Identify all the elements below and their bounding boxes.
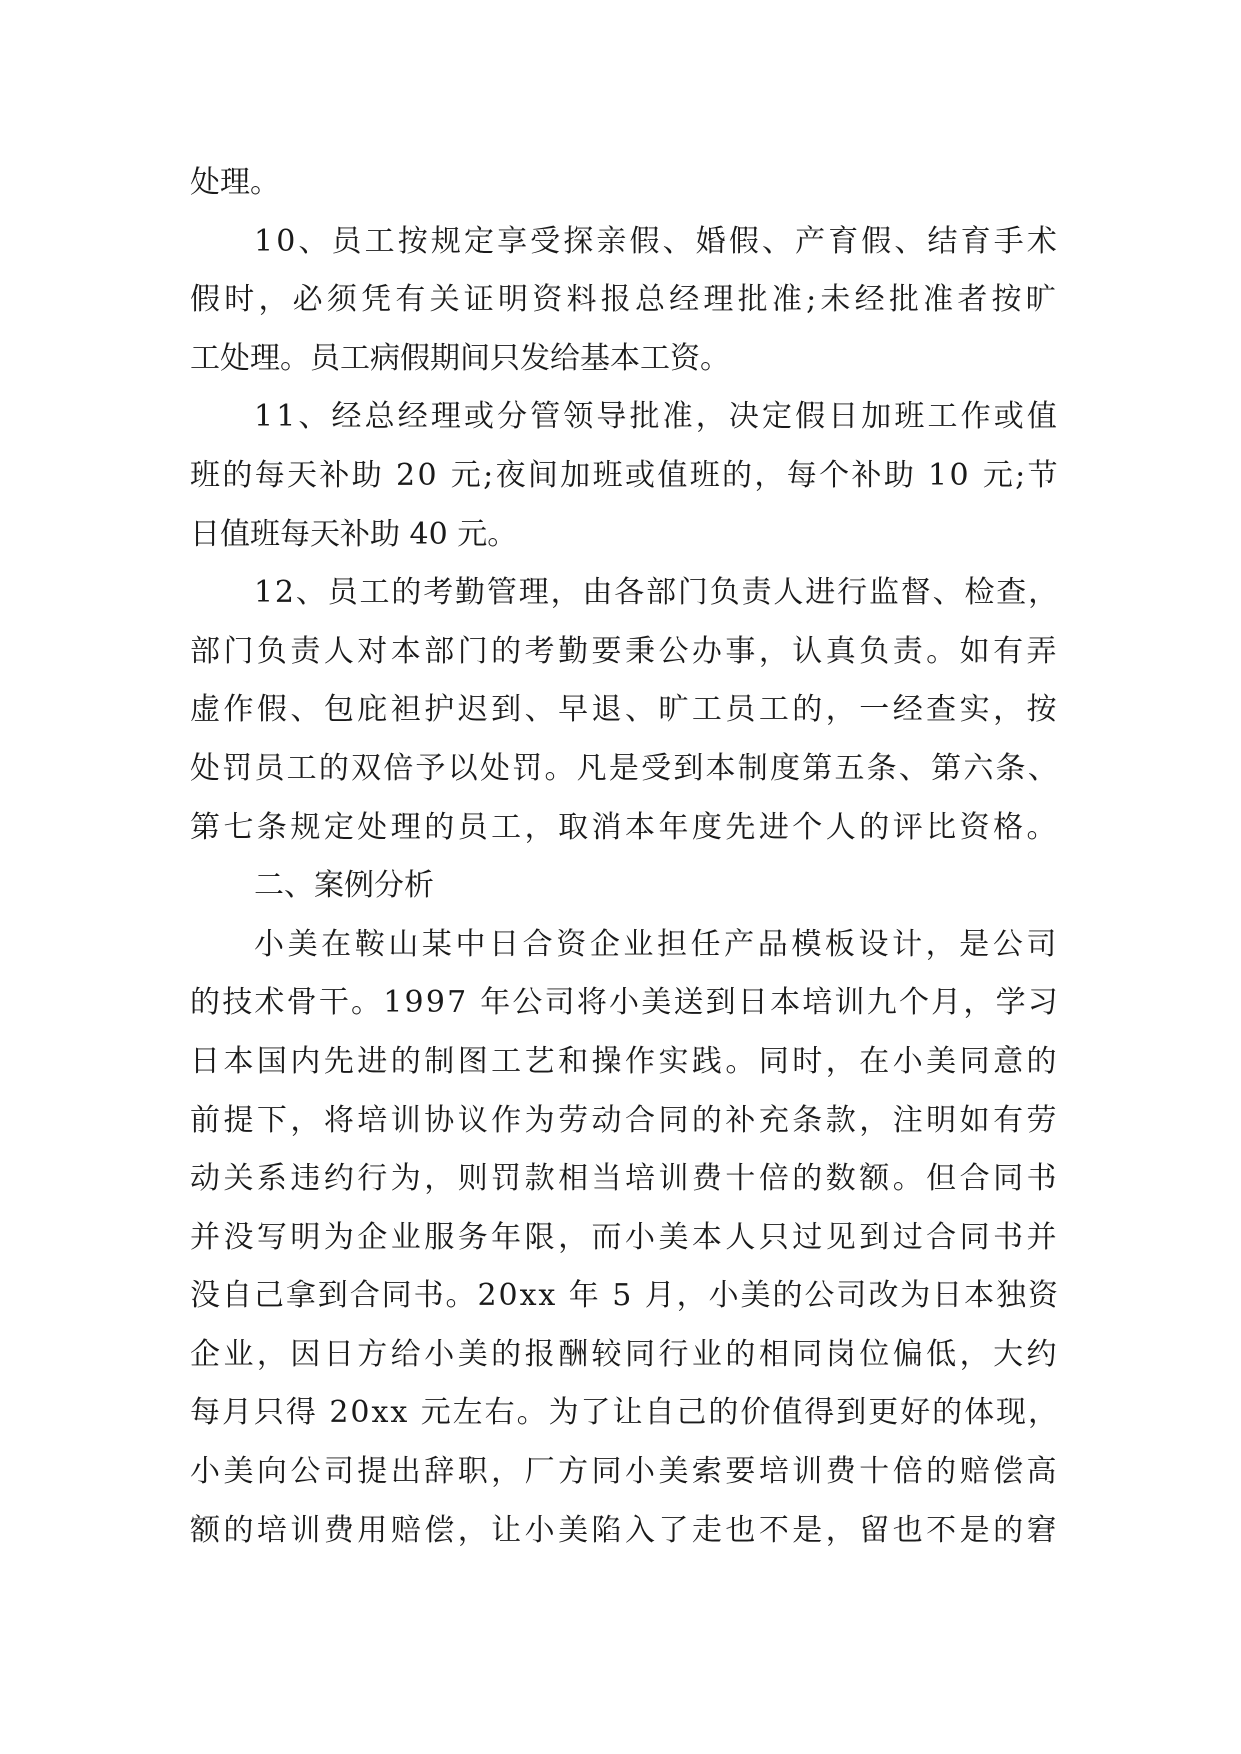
text-line: 的技术骨干。1997 年公司将小美送到日本培训九个月，学习 [190, 985, 1060, 1021]
text-line: 12、员工的考勤管理，由各部门负责人进行监督、检查， [254, 575, 1060, 611]
text-line: 虚作假、包庇袒护迟到、早退、旷工员工的，一经查实，按 [190, 692, 1060, 728]
text-line: 日本国内先进的制图工艺和操作实践。同时，在小美同意的 [190, 1043, 1060, 1079]
document-body [190, 154, 1060, 1560]
text-line: 前提下，将培训协议作为劳动合同的补充条款，注明如有劳 [190, 1102, 1060, 1138]
text-line: 第七条规定处理的员工，取消本年度先进个人的评比资格。 [190, 809, 1060, 845]
text-line: 10、员工按规定享受探亲假、婚假、产育假、结育手术 [254, 223, 1060, 259]
text-line: 二、案例分析 [254, 868, 434, 904]
text-line: 11、经总经理或分管领导批准，决定假日加班工作或值 [254, 399, 1060, 435]
text-line: 部门负责人对本部门的考勤要秉公办事，认真负责。如有弄 [190, 633, 1060, 669]
text-line: 假时，必须凭有关证明资料报总经理批准;未经批准者按旷 [190, 282, 1060, 318]
text-line: 小美在鞍山某中日合资企业担任产品模板设计，是公司 [254, 926, 1060, 962]
text-line: 动关系违约行为，则罚款相当培训费十倍的数额。但合同书 [190, 1161, 1060, 1197]
text-line: 日值班每天补助 40 元。 [190, 516, 518, 552]
text-line: 工处理。员工病假期间只发给基本工资。 [190, 340, 730, 376]
text-line: 处罚员工的双倍予以处罚。凡是受到本制度第五条、第六条、 [190, 750, 1060, 786]
text-line: 没自己拿到合同书。20xx 年 5 月，小美的公司改为日本独资 [190, 1278, 1060, 1314]
text-line: 班的每天补助 20 元;夜间加班或值班的，每个补助 10 元;节 [190, 457, 1060, 493]
text-line: 企业，因日方给小美的报酬较同行业的相同岗位偏低，大约 [190, 1336, 1060, 1372]
text-line: 并没写明为企业服务年限，而小美本人只过见到过合同书并 [190, 1219, 1060, 1255]
text-line: 每月只得 20xx 元左右。为了让自己的价值得到更好的体现， [190, 1395, 1060, 1431]
text-line: 处理。 [190, 165, 280, 200]
text-line: 额的培训费用赔偿，让小美陷入了走也不是，留也不是的窘 [190, 1512, 1060, 1548]
text-line: 小美向公司提出辞职，厂方同小美索要培训费十倍的赔偿高 [190, 1454, 1060, 1490]
